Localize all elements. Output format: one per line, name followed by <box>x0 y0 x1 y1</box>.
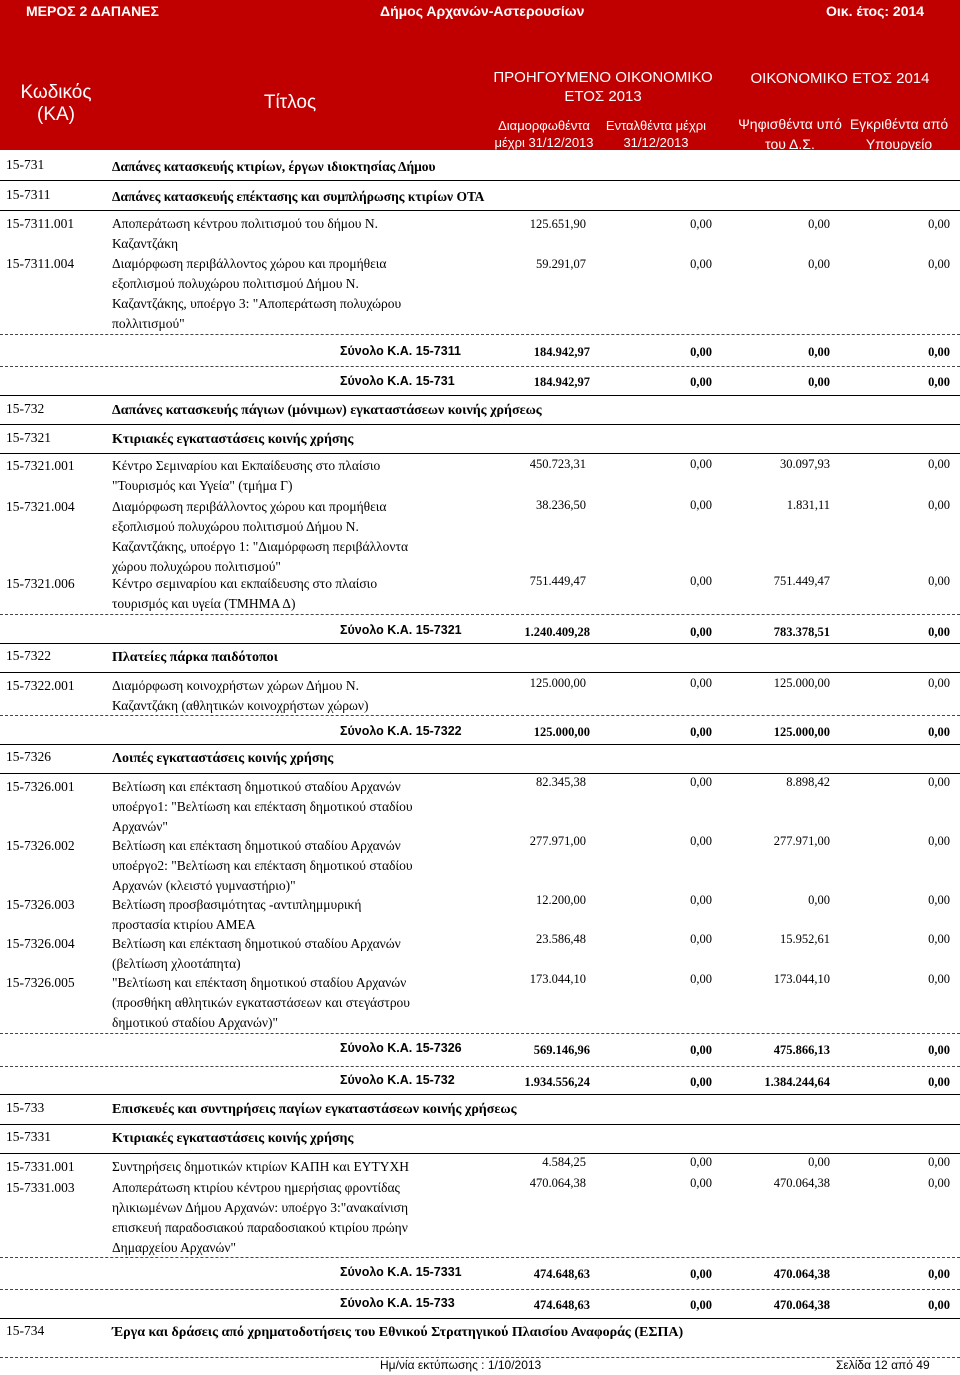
subtotal-label: Σύνολο Κ.Α. 15-7331 <box>340 1265 462 1279</box>
item-code: 15-7331.003 <box>6 1180 75 1195</box>
item-code: 15-7311.001 <box>6 216 75 231</box>
item-value: 23.586,48 <box>536 932 586 946</box>
header-code: Κωδικός (ΚΑ) <box>20 82 92 125</box>
subtotal-value: 475.866,13 <box>773 1043 830 1057</box>
item-value: 0,00 <box>808 217 830 231</box>
item-code: 15-7321.004 <box>6 499 75 514</box>
group-code: 15-731 <box>6 157 45 172</box>
item-value: 0,00 <box>928 972 950 986</box>
group-code: 15-733 <box>6 1100 45 1115</box>
item-title: Αποπεράτωση κέντρου πολιτισμού του δήμου Ν. Καζαντζάκη <box>112 216 378 251</box>
divider <box>0 744 960 745</box>
subtotal-value: 0,00 <box>928 725 950 739</box>
item-value: 470.064,38 <box>529 1176 586 1190</box>
item-value: 0,00 <box>928 834 950 848</box>
group-code: 15-7321 <box>6 430 51 445</box>
divider <box>0 180 960 181</box>
subtotal-value: 0,00 <box>808 375 830 389</box>
subtotal-value: 1.240.409,28 <box>524 625 590 639</box>
top-bar-section: ΜΕΡΟΣ 2 ΔΑΠΑΝΕΣ <box>26 3 159 19</box>
item-title: Βελτίωση και επέκταση δημοτικού σταδίου Αρχανών υποέργο1: "Βελτίωση και επέκταση δημοτικού σταδίου Αρχανών" <box>112 779 413 834</box>
item-value: 125.000,00 <box>529 676 586 690</box>
subtotal-value: 0,00 <box>808 345 830 359</box>
divider <box>0 1318 960 1319</box>
item-value: 0,00 <box>690 932 712 946</box>
subtotal-label: Σύνολο Κ.Α. 15-732 <box>340 1073 455 1087</box>
item-title: Συντηρήσεις δημοτικών κτιρίων ΚΑΠΗ και ΕΥΤΥΧΗ <box>112 1159 409 1174</box>
item-title: Βελτίωση και επέκταση δημοτικού σταδίου Αρχανών υποέργο2: "Βελτίωση και επέκταση δημοτικού σταδίου Αρχανών (κλειστό γυμναστήριο)" <box>112 838 413 893</box>
item-title: Κέντρο Σεμιναρίου και Εκπαίδευσης στο πλαίσιο "Τουρισμός και Υγεία" (τμήμα Γ) <box>112 458 381 493</box>
item-code: 15-7322.001 <box>6 678 75 693</box>
item-value: 0,00 <box>928 498 950 512</box>
divider <box>0 1124 960 1125</box>
item-value: 0,00 <box>690 498 712 512</box>
subtotal-value: 1.384.244,64 <box>764 1075 830 1089</box>
item-value: 15.952,61 <box>780 932 830 946</box>
divider <box>0 424 960 425</box>
item-value: 450.723,31 <box>529 457 586 471</box>
divider <box>0 334 960 335</box>
subtotal-value: 0,00 <box>690 725 712 739</box>
divider <box>0 1094 960 1095</box>
item-value: 277.971,00 <box>529 834 586 848</box>
header-cur-approved: Εγκριθέντα από Υπουργείο <box>849 116 949 152</box>
header-title: Τίτλος <box>263 92 317 113</box>
subtotal-value: 783.378,51 <box>773 625 830 639</box>
item-title: Διαμόρφωση περιβάλλοντος χώρου και προμήθεια εξοπλισμού πολυχώρου πολιτισμού Δήμου Ν. Καζαντζάκης, υποέργο 3: "Αποπεράτωση πολυχώρου πολλιτισμού" <box>112 256 402 331</box>
item-title: Βελτίωση προσβασιμότητας -αντιπλημμυρική προστασία κτιρίου ΑΜΕΑ <box>112 897 362 932</box>
item-value: 0,00 <box>808 257 830 271</box>
subtotal-value: 0,00 <box>928 345 950 359</box>
subtotal-value: 0,00 <box>928 375 950 389</box>
page-number: Σελίδα 12 από 49 <box>836 1358 930 1372</box>
header-prev-paid: Ενταλθέντα μέχρι 31/12/2013 <box>605 118 707 150</box>
item-value: 173.044,10 <box>529 972 586 986</box>
subtotal-value: 125.000,00 <box>533 725 590 739</box>
subtotal-label: Σύνολο Κ.Α. 15-7326 <box>340 1041 462 1055</box>
item-title: Αποπεράτωση κτιρίου κέντρου ημερήσιας φροντίδας ηλικιωμένων Δήμου Αρχανών: υποέργο 3:"ανακαίνιση επισκευή παραδοσιακού παραδοσιακού κτιρίου πρώην Δημαρχείου Αρχανών" <box>112 1180 409 1255</box>
item-value: 0,00 <box>808 893 830 907</box>
top-bar-year: Οικ. έτος: 2014 <box>826 3 925 19</box>
group-code: 15-7322 <box>6 648 51 663</box>
item-value: 38.236,50 <box>536 498 586 512</box>
item-value: 0,00 <box>928 574 950 588</box>
subtotal-value: 184.942,97 <box>533 375 590 389</box>
subtotal-value: 0,00 <box>690 625 712 639</box>
header-prev-year: ΠΡΟΗΓΟΥΜΕΝΟ ΟΙΚΟΝΟΜΙΚΟ ΕΤΟΣ 2013 <box>493 69 713 105</box>
item-code: 15-7321.006 <box>6 576 75 591</box>
subtotal-value: 0,00 <box>928 1043 950 1057</box>
item-value: 0,00 <box>690 834 712 848</box>
item-code: 15-7326.003 <box>6 897 75 912</box>
divider <box>0 715 960 716</box>
group-label: Κτιριακές εγκαταστάσεις κοινής χρήσης <box>112 1131 354 1146</box>
subtotal-value: 470.064,38 <box>773 1298 830 1312</box>
item-value: 0,00 <box>690 574 712 588</box>
group-label: Έργα και δράσεις από χρηματοδοτήσεις του Εθνικού Στρατηγικού Πλαισίου Αναφοράς (ΕΣΠΑ) <box>112 1325 684 1340</box>
group-label: Πλατείες πάρκα παιδότοποι <box>112 650 278 665</box>
item-value: 0,00 <box>690 217 712 231</box>
subtotal-value: 0,00 <box>928 1267 950 1281</box>
item-code: 15-7326.002 <box>6 838 75 853</box>
subtotal-value: 474.648,63 <box>533 1267 590 1281</box>
subtotal-label: Σύνολο Κ.Α. 15-7322 <box>340 724 462 738</box>
item-value: 0,00 <box>928 1176 950 1190</box>
subtotal-value: 1.934.556,24 <box>524 1075 590 1089</box>
subtotal-value: 0,00 <box>690 1075 712 1089</box>
subtotal-value: 0,00 <box>690 1267 712 1281</box>
subtotal-value: 0,00 <box>690 345 712 359</box>
item-value: 0,00 <box>928 932 950 946</box>
top-bar-municipality: Δήμος Αρχανών-Αστερουσίων <box>380 3 585 19</box>
item-code: 15-7321.001 <box>6 458 75 473</box>
subtotal-label: Σύνολο Κ.Α. 15-731 <box>340 374 455 388</box>
subtotal-value: 0,00 <box>690 1043 712 1057</box>
item-value: 0,00 <box>928 893 950 907</box>
divider <box>0 643 960 644</box>
item-value: 8.898,42 <box>786 775 830 789</box>
header-prev-formed: Διαμορφωθέντα μέχρι 31/12/2013 <box>494 118 594 150</box>
subtotal-label: Σύνολο Κ.Α. 15-7321 <box>340 623 462 637</box>
item-value: 470.064,38 <box>773 1176 830 1190</box>
subtotal-value: 569.146,96 <box>533 1043 590 1057</box>
subtotal-value: 474.648,63 <box>533 1298 590 1312</box>
header-cur-year: ΟΙΚΟΝΟΜΙΚΟ ΕΤΟΣ 2014 <box>750 70 930 87</box>
item-value: 30.097,93 <box>780 457 830 471</box>
item-value: 0,00 <box>690 257 712 271</box>
item-value: 4.584,25 <box>542 1155 586 1169</box>
group-label: Λοιπές εγκαταστάσεις κοινής χρήσης <box>112 751 334 766</box>
item-value: 0,00 <box>928 217 950 231</box>
group-code: 15-734 <box>6 1323 45 1338</box>
item-title: Διαμόρφωση περιβάλλοντος χώρου και προμήθεια εξοπλισμού πολυχώρου πολιτισμού Δήμου Ν. Καζαντζάκης, υποέργο 1: "Διαμόρφωση περιβάλλοντα χώρου πολυχώρου πολιτισμού" <box>112 499 409 574</box>
item-value: 173.044,10 <box>773 972 830 986</box>
subtotal-value: 0,00 <box>690 375 712 389</box>
print-date: Ημ/νία εκτύπωσης : 1/10/2013 <box>380 1358 542 1372</box>
group-code: 15-7311 <box>6 187 51 202</box>
divider <box>0 1257 960 1258</box>
item-value: 0,00 <box>928 257 950 271</box>
item-code: 15-7326.004 <box>6 936 75 951</box>
table-header <box>0 22 960 150</box>
item-value: 59.291,07 <box>536 257 586 271</box>
item-value: 125.651,90 <box>529 217 586 231</box>
subtotal-value: 470.064,38 <box>773 1267 830 1281</box>
divider <box>0 210 960 211</box>
item-value: 0,00 <box>690 457 712 471</box>
item-value: 0,00 <box>690 1176 712 1190</box>
subtotal-value: 0,00 <box>928 1298 950 1312</box>
item-value: 0,00 <box>928 457 950 471</box>
header-cur-voted: Ψηφισθέντα υπό του Δ.Σ. <box>738 116 842 152</box>
item-value: 0,00 <box>690 676 712 690</box>
subtotal-value: 125.000,00 <box>773 725 830 739</box>
group-code: 15-7326 <box>6 749 51 764</box>
item-title: Βελτίωση και επέκταση δημοτικού σταδίου Αρχανών (βελτίωση χλοοτάπητα) <box>112 936 401 971</box>
subtotal-value: 0,00 <box>690 1298 712 1312</box>
group-label: Επισκευές και συντηρήσεις παγίων εγκαταστάσεων κοινής χρήσεως <box>112 1102 517 1117</box>
group-code: 15-732 <box>6 401 45 416</box>
subtotal-label: Σύνολο Κ.Α. 15-733 <box>340 1296 455 1310</box>
item-title: Διαμόρφωση κοινοχρήστων χώρων Δήμου Ν. Καζαντζάκη (αθλητικών κοινοχρήστων χώρων) <box>112 678 369 713</box>
item-value: 82.345,38 <box>536 775 586 789</box>
subtotal-label: Σύνολο Κ.Α. 15-7311 <box>340 344 461 358</box>
divider <box>0 614 960 615</box>
subtotal-value: 184.942,97 <box>533 345 590 359</box>
divider <box>0 1066 960 1067</box>
divider <box>0 395 960 396</box>
subtotal-value: 0,00 <box>928 625 950 639</box>
item-title: Κέντρο σεμιναρίου και εκπαίδευσης στο πλαίσιο τουρισμός και υγεία (ΤΜΗΜΑ Δ) <box>112 576 378 611</box>
item-value: 125.000,00 <box>773 676 830 690</box>
group-label: Δαπάνες κατασκευής επέκτασης και συμπλήρωσης κτιρίων ΟΤΑ <box>112 189 485 204</box>
item-value: 12.200,00 <box>536 893 586 907</box>
divider <box>0 1289 960 1290</box>
item-value: 277.971,00 <box>773 834 830 848</box>
item-value: 0,00 <box>928 676 950 690</box>
divider <box>0 366 960 367</box>
item-value: 0,00 <box>690 972 712 986</box>
group-label: Κτιριακές εγκαταστάσεις κοινής χρήσης <box>112 432 354 447</box>
item-value: 0,00 <box>928 1155 950 1169</box>
item-code: 15-7326.001 <box>6 779 75 794</box>
divider <box>0 1033 960 1034</box>
item-value: 0,00 <box>928 775 950 789</box>
item-value: 1.831,11 <box>786 498 830 512</box>
item-value: 751.449,47 <box>529 574 586 588</box>
item-value: 0,00 <box>690 775 712 789</box>
top-bar <box>0 0 960 22</box>
group-label: Δαπάνες κατασκευής πάγιων (μόνιμων) εγκαταστάσεων κοινής χρήσεως <box>112 403 542 418</box>
group-code: 15-7331 <box>6 1129 51 1144</box>
item-code: 15-7326.005 <box>6 975 75 990</box>
group-label: Δαπάνες κατασκευής κτιρίων, έργων ιδιοκτησίας Δήμου <box>112 159 436 174</box>
item-code: 15-7311.004 <box>6 256 75 271</box>
item-value: 0,00 <box>690 893 712 907</box>
item-value: 751.449,47 <box>773 574 830 588</box>
item-code: 15-7331.001 <box>6 1159 75 1174</box>
item-value: 0,00 <box>808 1155 830 1169</box>
item-value: 0,00 <box>690 1155 712 1169</box>
subtotal-value: 0,00 <box>928 1075 950 1089</box>
item-title: "Βελτίωση και επέκταση δημοτικού σταδίου Αρχανών (προσθήκη αθλητικών εγκαταστάσεων και στεγάστρου δημοτικού σταδίου Αρχανών)" <box>112 975 410 1030</box>
